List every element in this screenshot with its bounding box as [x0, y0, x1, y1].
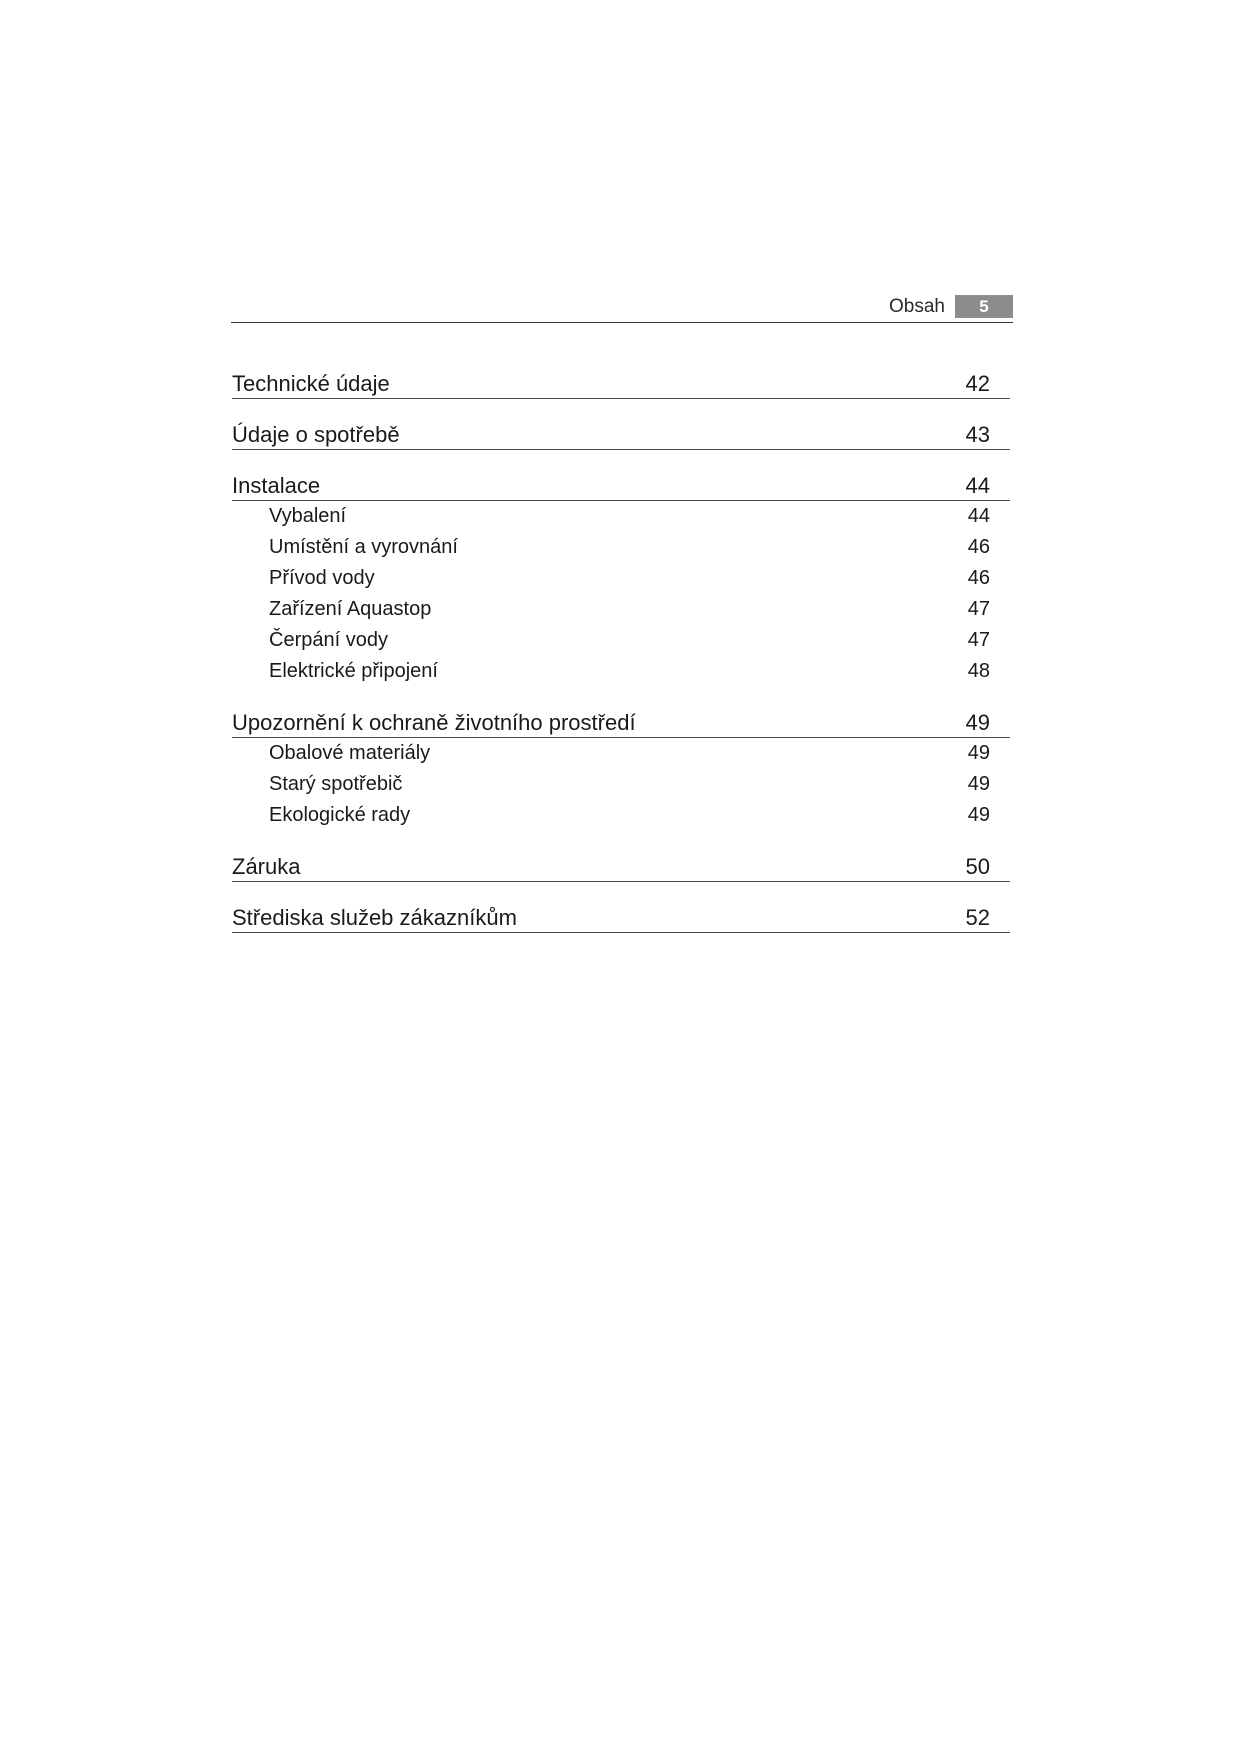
toc-entry[interactable]: [232, 421, 1010, 450]
toc-entry-page: 42: [965, 371, 990, 396]
toc-section: [232, 472, 1010, 687]
toc-subentry[interactable]: [232, 800, 1010, 831]
toc-sublist: [232, 501, 1010, 687]
page-header: [231, 292, 1013, 323]
toc-subentry-title: Přívod vody: [269, 567, 375, 589]
toc-subentry-page: 46: [967, 567, 990, 589]
toc-entry-page: 52: [965, 905, 990, 930]
toc-entry[interactable]: [232, 853, 1010, 882]
toc-entry[interactable]: [232, 904, 1010, 933]
header-title: Obsah: [889, 296, 945, 317]
toc-entry-page: 49: [965, 710, 990, 735]
toc-section: [232, 904, 1010, 933]
toc-subentry-title: Zařízení Aquastop: [269, 598, 432, 620]
page-number-badge: 5: [955, 295, 1013, 318]
toc-subentry[interactable]: [232, 656, 1010, 687]
toc-entry-page: 43: [965, 422, 990, 447]
toc-subentry[interactable]: [232, 769, 1010, 800]
toc-section: [232, 370, 1010, 399]
toc-entry[interactable]: [232, 709, 1010, 738]
toc-subentry-title: Ekologické rady: [269, 804, 411, 826]
toc-entry-page: 50: [965, 854, 990, 879]
toc-subentry-title: Elektrické připojení: [269, 660, 438, 682]
toc-subentry-page: 44: [967, 505, 990, 527]
toc-subentry-page: 46: [967, 536, 990, 558]
toc-subentry[interactable]: [232, 563, 1010, 594]
toc-subentry[interactable]: [232, 501, 1010, 532]
toc-subentry-title: Umístění a vyrovnání: [269, 536, 458, 558]
toc-subentry-page: 47: [967, 598, 990, 620]
toc-subentry-page: 48: [967, 660, 990, 682]
toc-subentry[interactable]: [232, 594, 1010, 625]
toc-subentry-title: Čerpání vody: [269, 629, 388, 651]
toc-subentry-title: Starý spotřebič: [269, 773, 403, 795]
toc-subentry-title: Obalové materiály: [269, 742, 431, 764]
toc-subentry-title: Vybalení: [269, 505, 347, 527]
toc-subentry-page: 47: [967, 629, 990, 651]
toc-entry-title: Instalace: [232, 473, 321, 498]
toc-sublist: [232, 738, 1010, 831]
toc-section: [232, 421, 1010, 450]
toc-entry-title: Upozornění k ochraně životního prostředí: [232, 710, 636, 735]
toc-subentry-page: 49: [967, 742, 990, 764]
toc-subentry[interactable]: [232, 738, 1010, 769]
toc-entry-title: Technické údaje: [232, 371, 390, 396]
toc-entry-page: 44: [965, 473, 990, 498]
toc-entry[interactable]: [232, 370, 1010, 399]
toc-entry-title: Záruka: [232, 854, 301, 879]
toc-entry[interactable]: [232, 472, 1010, 501]
toc-subentry[interactable]: [232, 625, 1010, 656]
toc-entry-title: Údaje o spotřebě: [232, 422, 400, 447]
toc-entry-title: Střediska služeb zákazníkům: [232, 905, 517, 930]
toc-section: [232, 709, 1010, 831]
toc-subentry-page: 49: [967, 804, 990, 826]
table-of-contents: [232, 370, 1010, 955]
toc-subentry-page: 49: [967, 773, 990, 795]
toc-section: [232, 853, 1010, 882]
toc-subentry[interactable]: [232, 532, 1010, 563]
